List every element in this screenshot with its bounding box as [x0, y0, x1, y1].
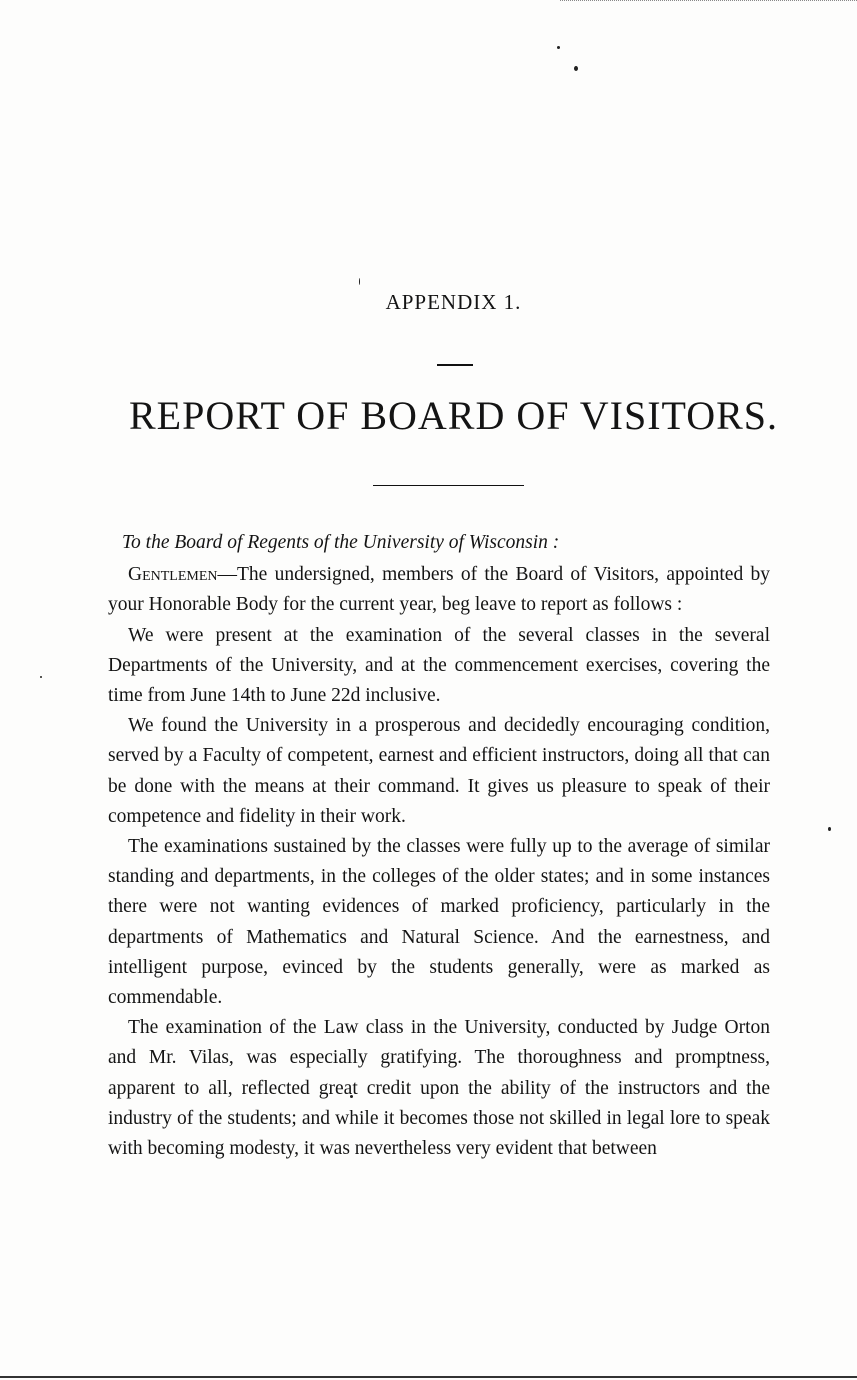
long-divider [373, 485, 524, 486]
opening-word: Gentlemen [128, 564, 218, 586]
paragraph-3: We found the University in a prosperous and decidedly encouraging condition, served by a Faculty of competent, earnest and efficient instructors, doing all that can be done with the means at their command. It gives us pleasure to speak of their competence and fidelity in their work. [108, 715, 770, 827]
letter-body [108, 528, 770, 1164]
paragraph-1 [108, 560, 770, 620]
paragraph-4: The examinations sustained by the classes were fully up to the average of similar standing and departments, in the colleges of the older states; and in some instances there were not wanting evidences of marked proficiency, particularly in the departments of Mathematics and Natural Science. And the earnestness, and intelligent purpose, evinced by the students generally, were as marked as commendable. [108, 836, 770, 1009]
page-bottom-edge [0, 1376, 857, 1378]
short-divider [437, 364, 473, 366]
appendix-label: APPENDIX 1. [385, 290, 522, 314]
ink-speck [557, 46, 560, 49]
ink-speck [40, 676, 42, 678]
ink-speck [574, 66, 578, 71]
ink-speck [359, 278, 360, 285]
salutation: To the Board of Regents of the University of Wisconsin : [122, 532, 560, 553]
report-title: REPORT OF BOARD OF VISITORS. [128, 393, 779, 438]
paragraph-2: We were present at the examination of the several classes in the several Departments of the University, and at the commencement exercises, covering the time from June 14th to June 22d inclusive. [108, 624, 770, 707]
page-top-edge [560, 0, 857, 3]
ink-speck [828, 827, 831, 831]
paragraph-5: The examination of the Law class in the University, conducted by Judge Orton and Mr. Vilas, was especially gratifying. The thoroughness and promptness, apparent to all, reflected great credit upon the ability of the instructors and the industry of the students; and while it becomes those not skilled in legal lore to speak with becoming modesty, it was nevertheless very evident that between [108, 1017, 770, 1160]
paragraph-1-text: —The undersigned, members of the Board of Visitors, appointed by your Honorable Body for the current year, beg leave to report as follows : [108, 564, 770, 616]
